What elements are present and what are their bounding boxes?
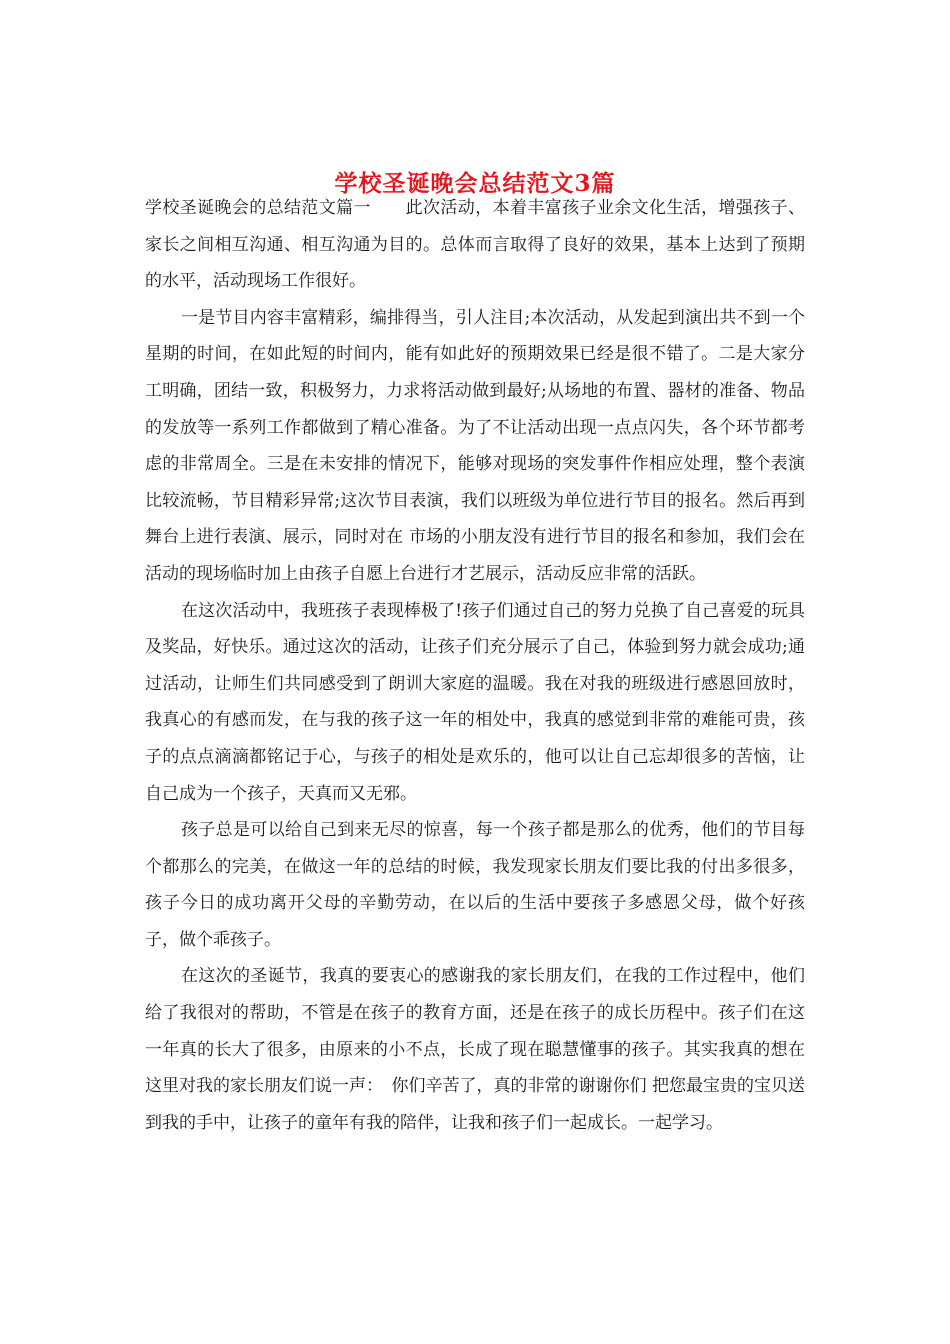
paragraph-1: 一是节目内容丰富精彩，编排得当，引人注目;本次活动，从发起到演出共不到一个星期的时间，在如此短的时间内，能有如此好的预期效果已经是很不错了。二是大家分工明确，团结一致，积极努力，力求将活动做到最好;从场地的布置、器材的准备、物品的发放等一系列工作都做到了精心准备。为了不让活动出现一点点闪失，各个环节都考虑的非常周全。三是在未安排的情况下，能够对现场的突发事件作相应处理，整个表演比较流畅，节目精彩异常;这次节目表演，我们以班级为单位进行节目的报名。然后再到舞台上进行表演、展示，同时对在 市场的小朋友没有进行节目的报名和参加，我们会在活动的现场临时加上由孩子自愿上台进行才艺展示，活动反应非常的活跃。 [145, 307, 805, 584]
paragraph-2: 在这次活动中，我班孩子表现棒极了!孩子们通过自己的努力兑换了自己喜爱的玩具及奖品，好快乐。通过这次的活动，让孩子们充分展示了自己，体验到努力就会成功;通过活动，让师生们共同感受到了朗训大家庭的温暖。我在对我的班级进行感恩回放时，我真心的有感而发，在与我的孩子这一年的相处中，我真的感觉到非常的难能可贵，孩子的点点滴滴都铭记于心，与孩子的相处是欢乐的，他可以让自己忘却很多的苦恼，让自己成为一个孩子，天真而又无邪。 [145, 600, 805, 804]
page-title: 学校圣诞晚会总结范文3篇 [334, 170, 616, 198]
paragraph-intro: 学校圣诞晚会的总结范文篇一 此次活动，本着丰富孩子业余文化生活，增强孩子、家长之间相互沟通、相互沟通为目的。总体而言取得了良好的效果，基本上达到了预期的水平，活动现场工作很好。 [145, 198, 805, 292]
document-body [145, 190, 805, 1141]
paragraph-4: 在这次的圣诞节，我真的要衷心的感谢我的家长朋友们，在我的工作过程中，他们给了我很对的帮助，不管是在孩子的教育方面，还是在孩子的成长历程中。孩子们在这一年真的长大了很多，由原来的小不点，长成了现在聪慧懂事的孩子。其实我真的想在这里对我的家长朋友们说一声： 你们辛苦了，真的非常的谢谢你们 把您最宝贵的宝贝送到我的手中，让孩子的童年有我的陪伴，让我和孩子们一起成长。一起学习。 [145, 966, 805, 1133]
paragraph-3: 孩子总是可以给自己到来无尽的惊喜，每一个孩子都是那么的优秀，他们的节目每个都那么的完美，在做这一年的总结的时候，我发现家长朋友们要比我的付出多很多，孩子今日的成功离开父母的辛勤劳动，在以后的生活中要孩子多感恩父母，做个好孩子，做个乖孩子。 [145, 820, 805, 950]
